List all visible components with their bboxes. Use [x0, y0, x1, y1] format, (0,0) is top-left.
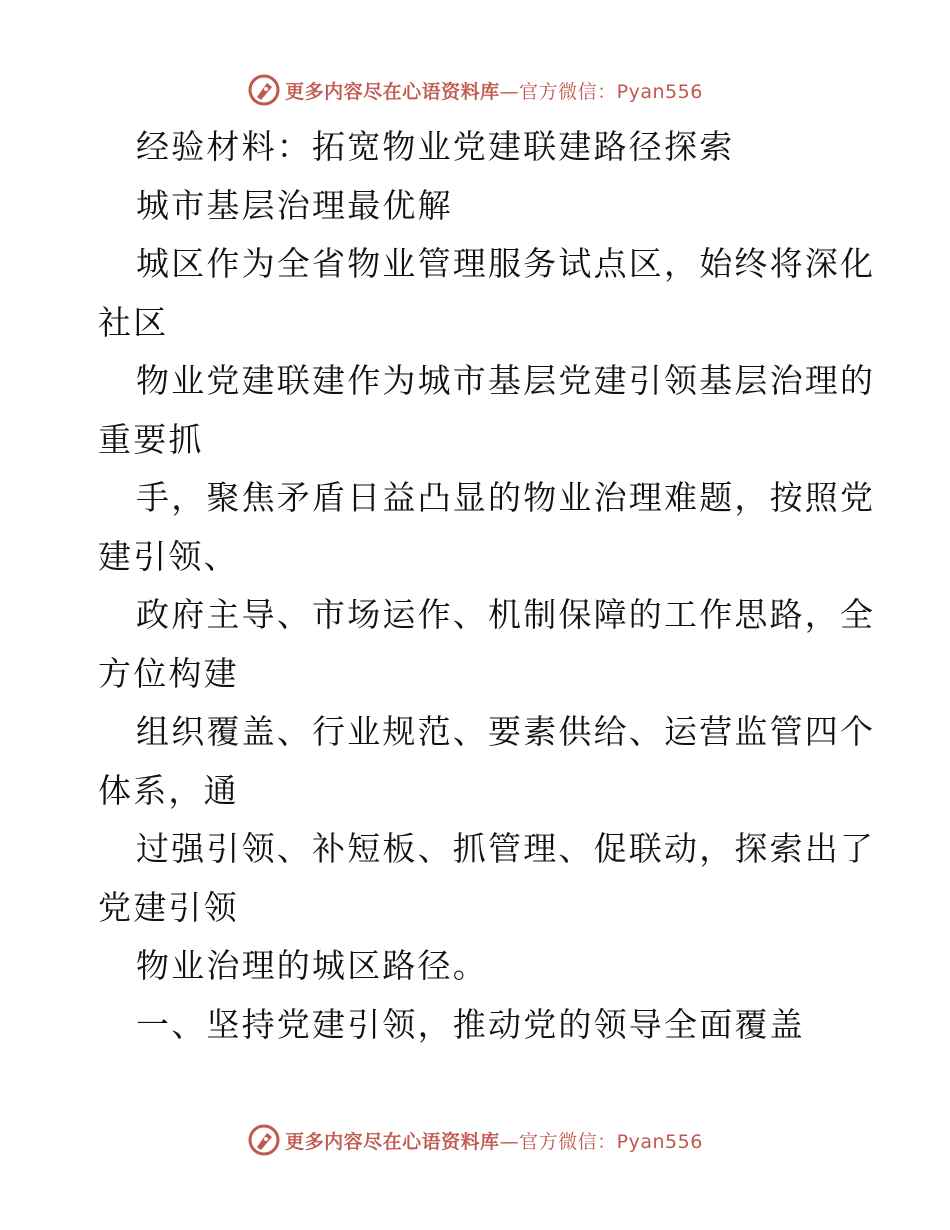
watermark-text-bold: 更多内容尽在心语资料库 — [285, 80, 500, 103]
watermark-text-bold: 更多内容尽在心语资料库 — [285, 1130, 500, 1153]
pen-nib-logo-icon — [247, 1123, 281, 1157]
header-watermark — [0, 70, 950, 110]
text-line: 一、坚持党建引领，推动党的领导全面覆盖 — [136, 1004, 805, 1044]
watermark-text-rest: —官方微信：Pyan556 — [499, 1130, 703, 1153]
text-line: 城市基层治理最优解 — [136, 185, 453, 225]
text-line: 建引领、 — [98, 536, 239, 576]
watermark-text — [285, 77, 703, 104]
text-line: 方位构建 — [98, 653, 239, 693]
text-line: 手，聚焦矛盾日益凸显的物业治理难题，按照党 — [136, 478, 876, 517]
pen-nib-logo-icon — [247, 73, 281, 107]
text-line: 经验材料：拓宽物业党建联建路径探索 — [136, 127, 735, 166]
watermark-text-rest: —官方微信：Pyan556 — [499, 80, 703, 103]
text-line: 城区作为全省物业管理服务试点区，始终将深化 — [136, 244, 876, 283]
text-line: 重要抓 — [98, 419, 204, 459]
text-line: 社区 — [98, 302, 169, 342]
text-line: 政府主导、市场运作、机制保障的工作思路，全 — [136, 595, 876, 634]
footer-watermark — [0, 1120, 950, 1160]
document-body — [98, 118, 876, 1054]
watermark-text — [285, 1127, 703, 1154]
text-line: 组织覆盖、行业规范、要素供给、运营监管四个 — [136, 712, 876, 751]
text-line: 过强引领、补短板、抓管理、促联动，探索出了 — [136, 829, 876, 868]
text-line: 党建引领 — [98, 887, 239, 927]
text-line: 物业治理的城区路径。 — [136, 946, 488, 985]
text-line: 体系，通 — [98, 770, 239, 810]
text-line: 物业党建联建作为城市基层党建引领基层治理的 — [136, 361, 876, 400]
